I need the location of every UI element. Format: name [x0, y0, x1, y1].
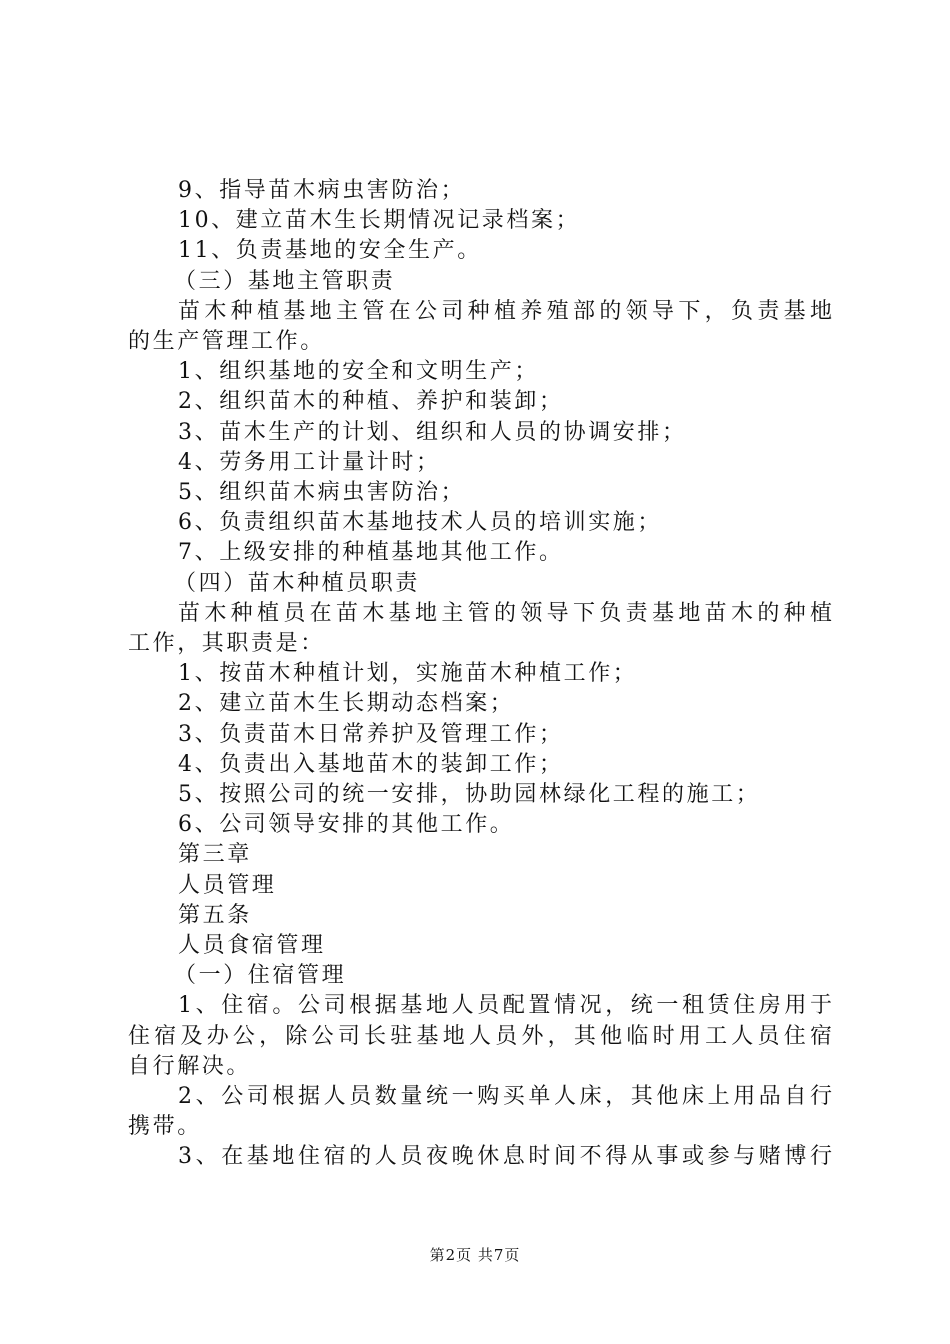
list-item: 2、建立苗木生长期动态档案；	[178, 691, 515, 717]
list-item: 3、苗木生产的计划、组织和人员的协调安排；	[178, 419, 687, 445]
text-line: 苗木种植基地主管在公司种植养殖部的领导下，负责基地	[178, 298, 832, 324]
chapter-heading: 第三章	[178, 842, 252, 868]
list-item: 6、公司领导安排的其他工作。	[178, 812, 515, 838]
list-item: 3、负责苗木日常养护及管理工作；	[178, 721, 564, 747]
text-line: 自行解决。	[128, 1053, 252, 1079]
section-heading: （一）住宿管理	[174, 963, 347, 989]
chapter-title: 人员管理	[178, 872, 277, 898]
article-heading: 第五条	[178, 902, 252, 928]
text-line: 1、住宿。公司根据基地人员配置情况，统一租赁住房用于	[178, 993, 832, 1019]
section-heading: （四）苗木种植员职责	[174, 570, 421, 596]
text-line: 的生产管理工作。	[128, 329, 325, 354]
list-item: 4、劳务用工计量计时；	[178, 449, 441, 475]
text-line: 工作，其职责是：	[128, 631, 325, 657]
list-item: 1、按苗木种植计划，实施苗木种植工作；	[178, 661, 638, 687]
text-line: 2、公司根据人员数量统一购买单人床，其他床上用品自行	[178, 1084, 832, 1110]
list-item: 1、组织基地的安全和文明生产；	[178, 359, 539, 385]
section-heading: （三）基地主管职责	[174, 268, 396, 294]
text-line: 携带。	[128, 1114, 202, 1140]
text-line: 9、指导苗木病虫害防治；	[178, 178, 466, 203]
list-item: 4、负责出入基地苗木的装卸工作；	[178, 751, 564, 777]
list-item: 2、组织苗木的种植、养护和装卸；	[178, 389, 564, 415]
list-item: 5、组织苗木病虫害防治；	[178, 480, 466, 506]
text-line: 住宿及办公，除公司长驻基地人员外，其他临时用工人员住宿	[128, 1023, 832, 1049]
list-item: 6、负责组织苗木基地技术人员的培训实施；	[178, 510, 662, 536]
text-line: 3、在基地住宿的人员夜晚休息时间不得从事或参与赌博行	[178, 1144, 832, 1170]
text-line: 11、负责基地的安全生产。	[178, 238, 482, 264]
list-item: 7、上级安排的种植基地其他工作。	[178, 540, 564, 566]
document-body	[128, 176, 832, 1173]
text-line: 10、建立苗木生长期情况记录档案；	[178, 208, 581, 234]
article-title: 人员食宿管理	[178, 933, 326, 959]
page-number-footer: 第2页 共7页	[429, 1246, 521, 1264]
text-line: 苗木种植员在苗木基地主管的领导下负责基地苗木的种植	[178, 600, 832, 626]
list-item: 5、按照公司的统一安排，协助园林绿化工程的施工；	[178, 782, 761, 808]
